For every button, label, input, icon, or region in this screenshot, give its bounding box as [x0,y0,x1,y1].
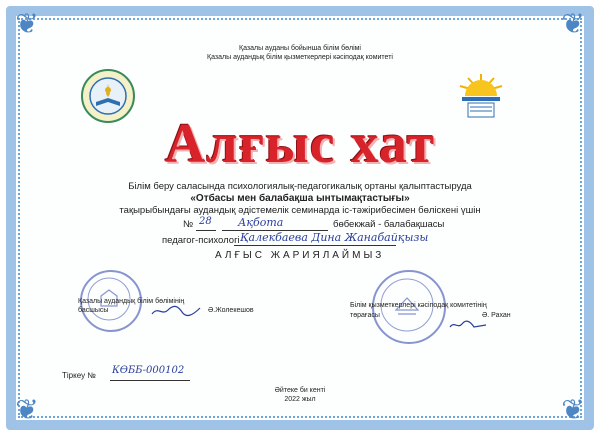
declaration-text: АЛҒЫС ЖАРИЯЛАЙМЫЗ [215,250,385,261]
psychologist-name: Қалекбаева Дина Жанабайқызы [240,231,429,244]
footer-city: Әйтеке би кенті [274,387,326,394]
left-signatory-role: басшысы [78,307,109,314]
psychologist-label: педагог-психологі [162,235,240,246]
left-signatory-org: Қазалы аудандық білім бөлімінің [78,298,185,305]
body-line-3: тақырыбындағы аудандық әдістемелік семинарда іс-тәжірибесімен бөліскені үшін [119,205,481,216]
body-topic: «Отбасы мен балабақша ынтымақтастығы» [190,193,410,204]
number-value: 28 [199,216,212,227]
number-prefix: № [183,219,194,230]
ornament-top-right-icon: ❦ [561,9,585,40]
right-signatory-org: Білім қызметкерлері кәсіподақ комитетінің [350,302,487,309]
ornament-bottom-right-icon: ❦ [561,395,585,426]
left-signature [150,304,202,318]
certificate-title: Алғыс хат [164,113,436,175]
header-line-2: Қазалы аудандық білім қызметкерлері кәсіподақ комитеті [207,54,393,61]
ornament-bottom-left-icon: ❦ [15,395,39,426]
registry-label: Тіркеу № [62,371,96,380]
kindergarten-suffix: бөбекжай - балабақшасы [333,219,445,230]
right-signatory-role: төрағасы [350,312,380,319]
right-signature [448,318,488,332]
footer-year: 2022 жыл [284,396,316,403]
body-line-1: Білім беру саласында психологиялық-педагогикалық ортаны қалыптастыруда [128,181,472,192]
ornament-top-left-icon: ❦ [15,9,39,40]
right-signatory-name: Ә. Рахан [482,312,511,319]
kindergarten-name: Ақбота [238,216,284,229]
registry-value: КӨББ-000102 [112,365,185,376]
header-line-1: Қазалы ауданы бойынша білім бөлімі [239,45,361,52]
left-signatory-name: Ә.Жолекешов [208,307,254,314]
